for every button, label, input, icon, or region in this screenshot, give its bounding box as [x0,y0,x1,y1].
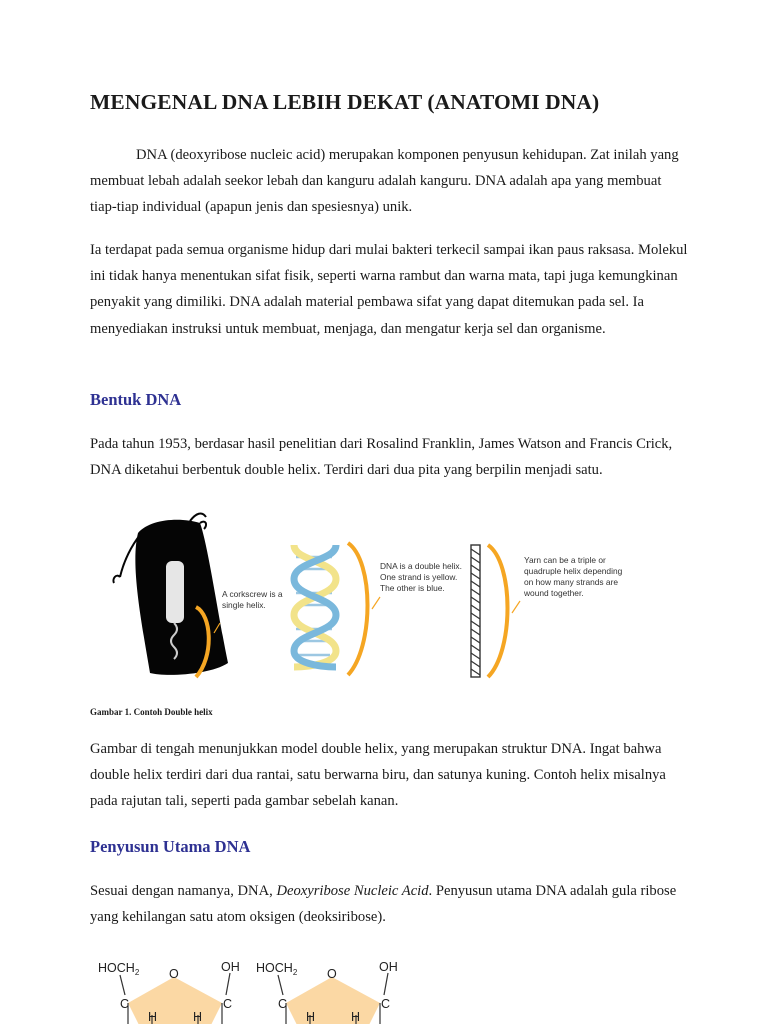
helix-figure [110,505,640,690]
dna-double-helix-illustration [294,545,336,667]
yarn-pointer [512,601,520,613]
oxygen-label-1: O [169,967,179,981]
carbon-right-2: C [381,997,391,1011]
hoch2-label-1: HOCH [98,961,135,975]
heading-penyusun-utama: Penyusun Utama DNA [90,837,251,856]
yarn-label [523,555,625,598]
deoxyribose-structures [96,955,416,1024]
carbon-right-1: C [223,997,233,1011]
carbon-left-2: C [278,997,288,1011]
carbon-left-1: C [120,997,130,1011]
corkscrew-label-line-2: single helix. [222,600,266,610]
svg-text:HOCH2 [98,961,140,977]
paragraph-organism: Ia terdapat pada semua organisme hidup dari mulai bakteri terkecil sampai ikan paus raksasa. Molekul ini tidak hanya menentukan sifat fisik, seperti warna rambut dan warna mata, tapi juga kemungkinan penyakit yang dimiliki. DNA adalah material pembawa sifat yang dapat ditemukan pada sel. Ia menyediakan instruksi untuk membuat, menjaga, dan mengatur kerja sel dan organisme. [90,242,688,337]
heading-bentuk-dna: Bentuk DNA [90,390,182,409]
corkscrew-label-line-1: A corkscrew is a [222,589,283,599]
svg-text:HOCH2 [256,961,298,977]
sugar-ring-2 [286,977,380,1024]
dna-pointer [372,597,380,609]
hoch2-label-2: HOCH [256,961,293,975]
paragraph-deoxyribose [90,878,690,930]
dna-label-line-1: DNA is a double helix. [380,561,462,571]
oxygen-label-2: O [327,967,337,981]
rope-outline [471,545,480,677]
figure-caption: Gambar 1. Contoh Double helix [90,707,213,717]
dna-label-line-2: One strand is yellow. [380,572,458,582]
corkscrew-bag-illustration [113,514,228,675]
hoch2-sub-2: 2 [292,968,298,977]
paragraph-emphasis: Deoxyribose Nucleic Acid [276,883,429,899]
yarn-label-line-2: quadruple helix depending [524,566,623,576]
page-title: MENGENAL DNA LEBIH DEKAT (ANATOMI DNA) [90,90,600,114]
dna-label [380,561,464,593]
dna-bracket [348,543,368,675]
yarn-bracket [488,545,508,677]
yarn-label-line-1: Yarn can be a triple or [524,555,606,565]
dna-label-line-3: The other is blue. [380,583,445,593]
oh-label-1: OH [221,960,240,974]
sugar-ring-1 [128,977,222,1024]
paragraph-text-b: . Penyusun utama DNA adalah gula ribose yang kehilangan satu atom oksigen (deoksiribose). [90,883,677,926]
corkscrew-body [166,561,184,623]
corkscrew-label [222,589,285,610]
hydrogen-left-2: H [306,1010,316,1024]
paragraph-intro: DNA (deoxyribose nucleic acid) merupakan komponen penyusun kehidupan. Zat inilah yang membuat lebah adalah seekor lebah dan kanguru adalah kanguru. DNA adalah apa yang membuat tiap-tiap individual (apapun jenis dan spesiesnya) unik. [90,147,679,216]
paragraph-text-a: Sesuai dengan namanya, DNA, [90,883,277,899]
deoxyribose-molecule-2 [256,960,398,1024]
hydrogen-right-1: H [193,1010,203,1024]
yarn-rope-illustration [471,545,480,677]
deoxyribose-molecule-1 [98,960,240,1024]
yarn-label-line-4: wound together. [524,588,584,598]
oh-label-2: OH [379,960,398,974]
yarn-label-line-3: on how many strands are [524,577,619,587]
hydrogen-right-2: H [351,1010,361,1024]
hydrogen-left-1: H [148,1010,158,1024]
paragraph-double-helix: Gambar di tengah menunjukkan model double helix, yang merupakan struktur DNA. Ingat bahwa double helix terdiri dari dua rantai, satu berwarna biru, dan satunya kuning. Contoh helix misalnya pada rajutan tali, seperti pada gambar sebelah kanan. [90,741,666,810]
paragraph-history: Pada tahun 1953, berdasar hasil penelitian dari Rosalind Franklin, James Watson and Francis Crick, DNA diketahui berbentuk double helix. Terdiri dari dua pita yang berpilin menjadi satu. [90,436,673,479]
hoch2-sub-1: 2 [134,968,140,977]
